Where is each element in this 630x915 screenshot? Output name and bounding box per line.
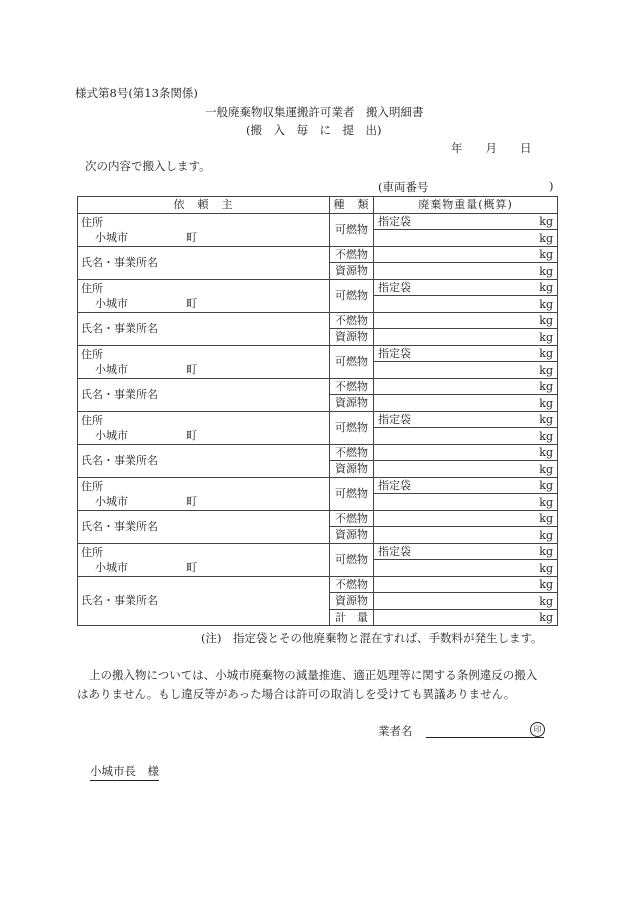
kind-nonburnable: 不燃物 [330,312,374,329]
name-label: 氏名・事業所名 [81,256,158,269]
table-header-row [78,197,558,214]
kind-nonburnable: 不燃物 [330,510,374,527]
header-weight: 廃棄物重量(概算) [374,197,558,214]
client-address-cell[interactable] [78,411,330,444]
designated-bag-label: 指定袋 [378,412,411,426]
unit-kg: kg [539,594,553,608]
entry-row [78,477,558,494]
town-label: 町 [186,296,197,310]
address-label: 住所 [81,479,103,493]
unit-kg: kg [539,413,553,426]
designated-bag-label: 指定袋 [378,544,411,558]
entry-row [78,576,558,593]
unit-kg: kg [539,264,553,278]
entry-row [78,543,558,560]
weight-resource[interactable] [374,461,558,478]
weight-resource[interactable] [374,395,558,412]
weight-resource[interactable] [374,527,558,544]
weight-nonburnable[interactable] [374,378,558,395]
weight-burnable-other[interactable] [374,560,558,577]
name-label: 氏名・事業所名 [81,322,158,335]
kind-resource: 資源物 [330,263,374,280]
weight-total[interactable] [374,609,558,626]
weight-nonburnable[interactable] [374,246,558,263]
address-label: 住所 [81,215,103,229]
unit-kg: kg [539,545,553,558]
designated-bag-label: 指定袋 [378,280,411,294]
address-label: 住所 [81,281,103,295]
unit-kg: kg [539,578,553,591]
client-address-cell[interactable] [78,543,330,576]
total-label: 計 量 [330,609,374,626]
town-label: 町 [186,230,197,244]
kind-burnable: 可燃物 [330,345,374,378]
weight-burnable-other[interactable] [374,494,558,511]
kind-resource: 資源物 [330,593,374,610]
city-label: 小城市 [95,296,128,310]
pledge-line-2: はありません。もし違反等があった場合は許可の取消しを受けても異議ありません。 [77,687,516,701]
city-label: 小城市 [95,428,128,442]
weight-burnable-other[interactable] [374,428,558,445]
unit-kg: kg [539,363,553,377]
entry-row [78,312,558,329]
entry-row [78,279,558,296]
unit-kg: kg [539,347,553,360]
name-label: 氏名・事業所名 [81,520,158,533]
client-address-cell[interactable] [78,345,330,378]
unit-kg: kg [539,231,553,245]
unit-kg: kg [539,248,553,261]
entry-row [78,246,558,263]
kind-burnable: 可燃物 [330,279,374,312]
unit-kg: kg [539,330,553,344]
entry-row [78,510,558,527]
unit-kg: kg [539,495,553,509]
kind-burnable: 可燃物 [330,411,374,444]
designated-bag-label: 指定袋 [378,478,411,492]
kind-nonburnable: 不燃物 [330,246,374,263]
weight-resource[interactable] [374,263,558,280]
unit-kg: kg [539,528,553,542]
town-label: 町 [186,560,197,574]
kind-resource: 資源物 [330,329,374,346]
unit-kg: kg [539,297,553,311]
entry-row [78,345,558,362]
kind-nonburnable: 不燃物 [330,378,374,395]
weight-nonburnable[interactable] [374,576,558,593]
entry-row [78,213,558,230]
weight-designated-bag[interactable] [374,279,558,296]
name-label: 氏名・事業所名 [81,594,158,608]
unit-kg: kg [539,396,553,410]
unit-kg: kg [539,479,553,492]
kind-burnable: 可燃物 [330,477,374,510]
header-kind: 種 類 [330,197,374,214]
kind-nonburnable: 不燃物 [330,444,374,461]
weight-designated-bag[interactable] [374,411,558,428]
client-address-cell[interactable] [78,213,330,246]
weight-nonburnable[interactable] [374,312,558,329]
unit-kg: kg [539,462,553,476]
entry-row [78,378,558,395]
client-name-cell[interactable] [78,378,330,411]
seal-mark: 印 [530,722,545,737]
kind-burnable: 可燃物 [330,213,374,246]
signature-line[interactable] [426,737,544,738]
form-number: 様式第8号(第13条関係) [75,86,198,100]
form-subtitle: (搬 入 毎 に 提 出) [246,123,382,137]
name-label: 氏名・事業所名 [81,454,158,467]
waste-detail-table [77,196,558,626]
designated-bag-label: 指定袋 [378,346,411,360]
kind-burnable: 可燃物 [330,543,374,576]
intro-text: 次の内容で搬入します。 [85,159,211,173]
unit-kg: kg [539,380,553,393]
entry-row [78,411,558,428]
unit-kg: kg [539,512,553,525]
vehicle-number-close: ) [549,179,554,193]
weight-nonburnable[interactable] [374,510,558,527]
client-name-cell[interactable] [78,312,330,345]
form-title: 一般廃棄物収集運搬許可業者 搬入明細書 [205,105,424,119]
weight-designated-bag[interactable] [374,543,558,560]
unit-kg: kg [539,561,553,575]
kind-resource: 資源物 [330,461,374,478]
signature-label: 業者名 [378,724,413,738]
client-address-cell[interactable] [78,477,330,510]
city-label: 小城市 [95,560,128,574]
city-label: 小城市 [95,494,128,508]
client-name-cell[interactable] [78,510,330,543]
client-name-cell[interactable] [78,576,330,626]
mayor-address: 小城市長 様 [90,763,159,781]
city-label: 小城市 [95,230,128,244]
unit-kg: kg [539,611,553,624]
vehicle-number-label: (車両番号 [378,180,429,194]
weight-nonburnable[interactable] [374,444,558,461]
weight-burnable-other[interactable] [374,296,558,313]
address-label: 住所 [81,413,103,427]
address-label: 住所 [81,545,103,559]
note-text: (注) 指定袋とその他廃棄物と混在すれば、手数料が発生します。 [201,631,543,645]
pledge-line-1: 上の搬入物については、小城市廃棄物の減量推進、適正処理等に関する条例違反の搬入 [89,668,538,682]
town-label: 町 [186,428,197,442]
client-name-cell[interactable] [78,444,330,477]
unit-kg: kg [539,429,553,443]
unit-kg: kg [539,281,553,294]
weight-resource[interactable] [374,329,558,346]
header-client: 依 頼 主 [78,197,330,214]
kind-nonburnable: 不燃物 [330,576,374,593]
kind-resource: 資源物 [330,395,374,412]
weight-burnable-other[interactable] [374,362,558,379]
name-label: 氏名・事業所名 [81,388,158,401]
town-label: 町 [186,494,197,508]
designated-bag-label: 指定袋 [378,214,411,228]
weight-designated-bag[interactable] [374,345,558,362]
unit-kg: kg [539,314,553,327]
entry-row [78,444,558,461]
unit-kg: kg [539,215,553,228]
client-address-cell[interactable] [78,279,330,312]
weight-designated-bag[interactable] [374,213,558,230]
city-label: 小城市 [95,362,128,376]
kind-resource: 資源物 [330,527,374,544]
town-label: 町 [186,362,197,376]
weight-burnable-other[interactable] [374,230,558,247]
client-name-cell[interactable] [78,246,330,279]
weight-resource[interactable] [374,593,558,610]
address-label: 住所 [81,347,103,361]
unit-kg: kg [539,446,553,459]
weight-designated-bag[interactable] [374,477,558,494]
date-field: 年 月 日 [451,141,532,155]
